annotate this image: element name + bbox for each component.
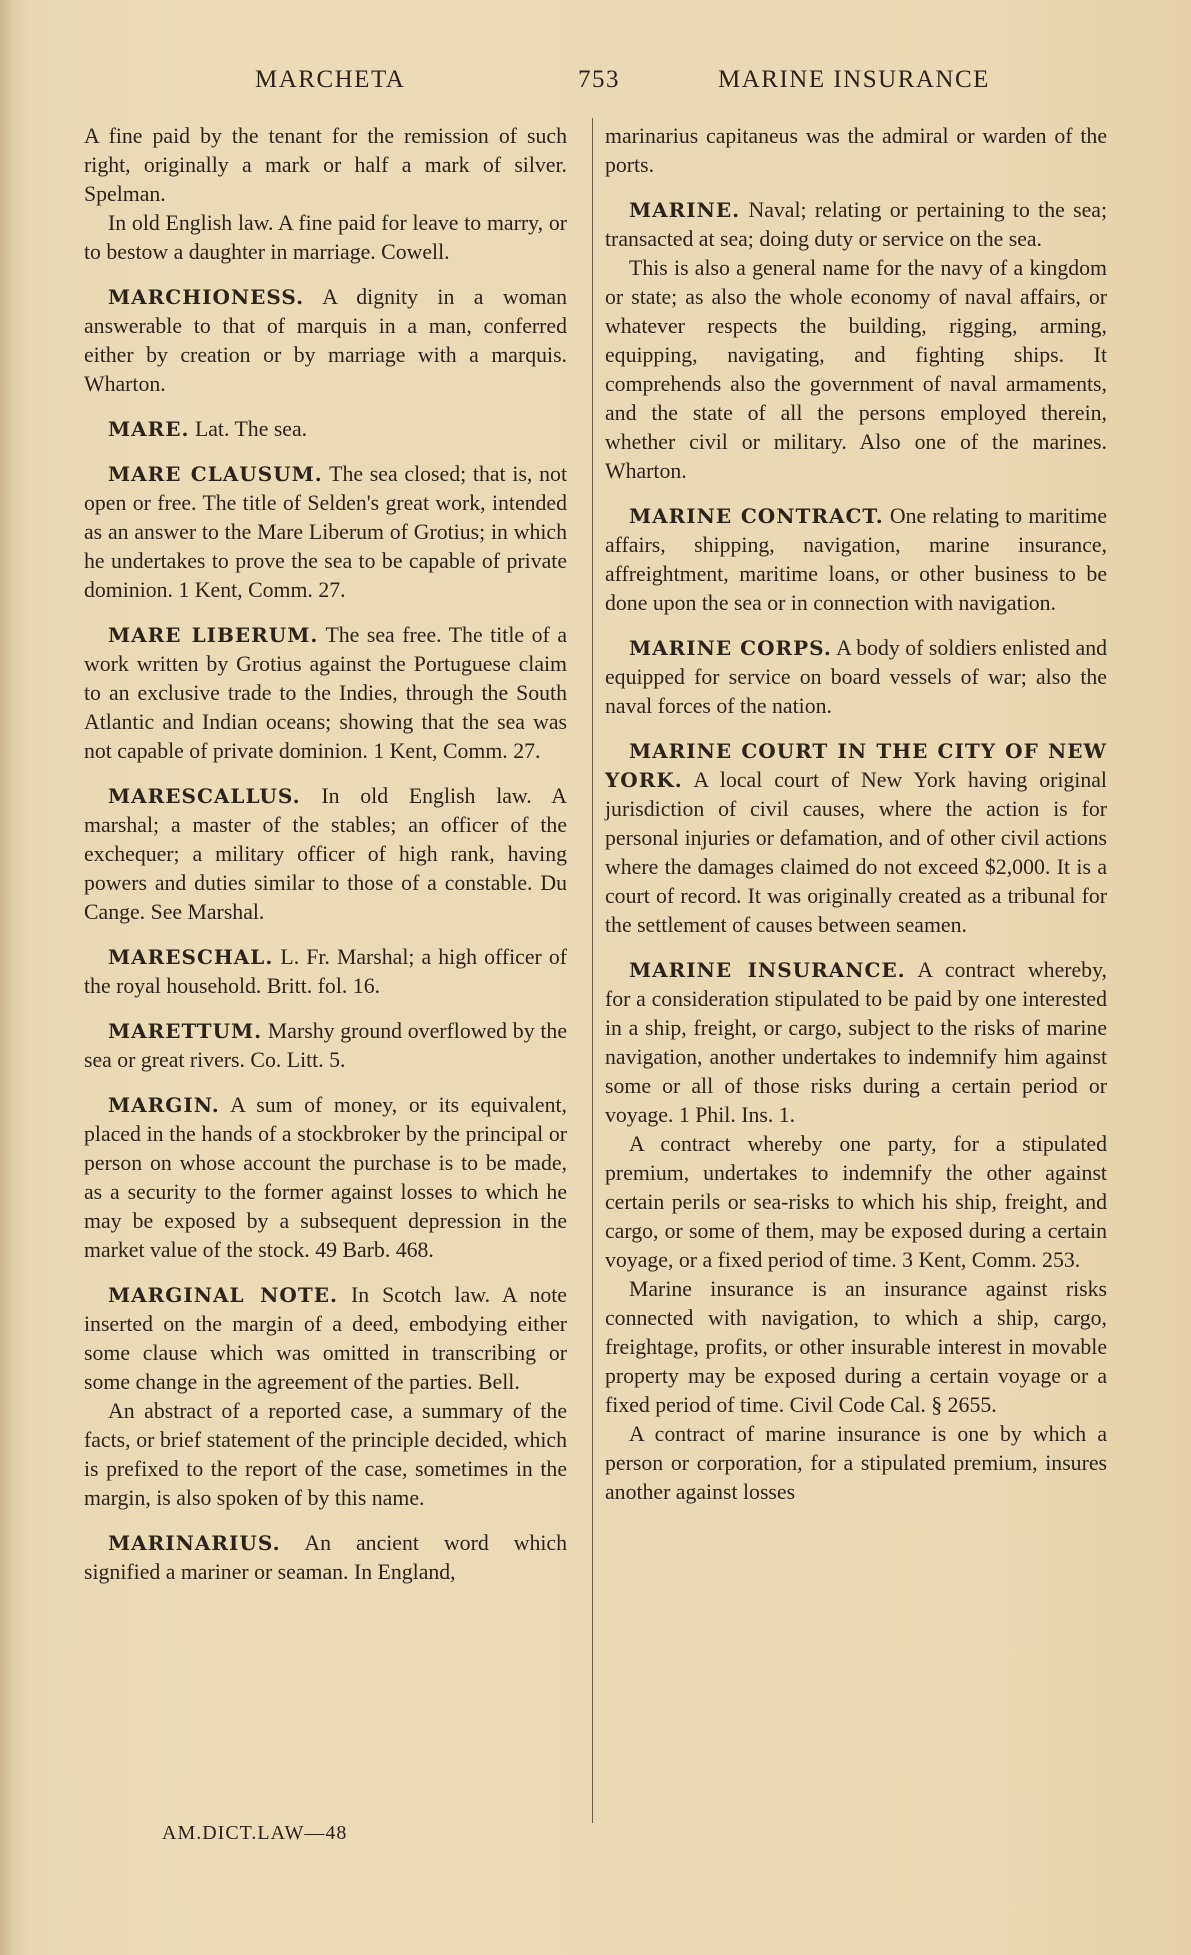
page-edge: [0, 0, 14, 1955]
entry-text: Marine insurance is an insurance against risks connected with navigation, to which a ship, cargo, freightage, profits, or other insurable interest in movable property may be exposed during a certain voyage or a fixed period of time. Civil Code Cal. § 2655.: [605, 1277, 1107, 1417]
entry-headword: MARESCALLUS.: [108, 784, 301, 808]
entry-paragraph: [605, 1275, 1107, 1420]
entry-text: L. Fr. Marshal; a high officer of the royal household. Britt. fol. 16.: [84, 945, 567, 998]
dictionary-entry: [605, 956, 1107, 1507]
entry-text: Lat. The sea.: [194, 417, 308, 441]
entry-headword: MARE CLAUSUM.: [108, 462, 323, 486]
entry-headword: MARGINAL NOTE.: [108, 1283, 338, 1307]
entry-paragraph: [605, 1420, 1107, 1507]
entry-headword: MARINE.: [629, 198, 741, 222]
entry-paragraph: [84, 1529, 567, 1587]
entry-paragraph: [84, 122, 567, 209]
entry-text: The sea free. The title of a work written by Grotius against the Portuguese claim to an exclusive trade to the Indies, through the South Atlantic and Indian oceans; showing that the sea was not capable of private dominion. 1 Kent, Comm. 27.: [84, 623, 567, 763]
dictionary-entry: [605, 122, 1107, 180]
dictionary-entry: [84, 1529, 567, 1587]
entry-paragraph: [605, 956, 1107, 1130]
entry-text: marinarius capitaneus was the admiral or warden of the ports.: [605, 124, 1107, 177]
entry-paragraph: [84, 415, 567, 444]
dictionary-entry: [84, 1017, 567, 1075]
entry-headword: MARINE COURT IN THE CITY OF NEW YORK.: [605, 739, 1107, 792]
entry-paragraph: [84, 460, 567, 605]
header-right-guideword: MARINE INSURANCE: [718, 66, 990, 93]
dictionary-entry: [84, 1281, 567, 1513]
dictionary-entry: [84, 943, 567, 1001]
page-number: 753: [578, 66, 620, 93]
entry-headword: MARINE INSURANCE.: [629, 958, 906, 982]
entry-text: Marshy ground overflowed by the sea or great rivers. Co. Litt. 5.: [84, 1019, 568, 1072]
dictionary-entry: [84, 621, 567, 766]
header-left-guideword: MARCHETA: [255, 66, 406, 93]
entry-headword: MARGIN.: [108, 1093, 220, 1117]
left-column: [84, 122, 567, 1603]
right-column: [605, 122, 1107, 1523]
entry-text: A fine paid by the tenant for the remission of such right, originally a mark or half a mark of silver. Spelman.: [84, 124, 567, 206]
dictionary-entry: [84, 782, 567, 927]
dictionary-entry: [84, 122, 567, 267]
entry-paragraph: [84, 1017, 567, 1075]
column-divider: [592, 118, 593, 1823]
dictionary-entry: [605, 737, 1107, 940]
dictionary-entry: [605, 196, 1107, 486]
entry-paragraph: [84, 621, 567, 766]
entry-paragraph: [84, 209, 567, 267]
entry-text: One relating to maritime affairs, shipping, navigation, marine insurance, affreightment, maritime loans, or other business to be done upon the sea or in connection with navigation.: [605, 504, 1108, 615]
entry-text: The sea closed; that is, not open or free. The title of Selden's great work, intended as an answer to the Mare Liberum of Grotius; in which he undertakes to prove the sea to be capable of private dominion. 1 Kent, Comm. 27.: [84, 462, 568, 602]
dictionary-entry: [605, 634, 1107, 721]
entry-paragraph: [605, 502, 1107, 618]
entry-headword: MARINARIUS.: [108, 1531, 281, 1555]
entry-text: This is also a general name for the navy of a kingdom or state; as also the whole economy of naval affairs, or whatever respects the building, rigging, arming, equipping, navigating, and fighting ships. It comprehends also the government of naval armaments, and the state of all the persons employed therein, whether civil or military. Also one of the marines. Wharton.: [605, 256, 1107, 483]
entry-text: A body of soldiers enlisted and equipped for service on board vessels of war; also the naval forces of the nation.: [605, 636, 1107, 718]
entry-headword: MARINE CORPS.: [629, 636, 832, 660]
entry-paragraph: [84, 1397, 567, 1513]
entry-text: A contract of marine insurance is one by which a person or corporation, for a stipulated premium, insures another against losses: [605, 1422, 1107, 1504]
entry-headword: MARETTUM.: [108, 1019, 263, 1043]
entry-text: Naval; relating or pertaining to the sea; transacted at sea; doing duty or service on the sea.: [605, 198, 1108, 251]
dictionary-entry: [84, 283, 567, 399]
entry-paragraph: [84, 782, 567, 927]
entry-text: A local court of New York having original jurisdiction of civil causes, where the action is for personal injuries or defamation, and of other civil actions where the damages claimed do not exceed $2,000. It is a court of record. It was originally created as a tribunal for the settlement of causes between seamen.: [605, 768, 1107, 937]
entry-paragraph: [605, 122, 1107, 180]
entry-headword: MARE LIBERUM.: [108, 623, 319, 647]
dictionary-entry: [84, 415, 567, 444]
dictionary-entry: [84, 1091, 567, 1265]
entry-headword: MARINE CONTRACT.: [629, 504, 884, 528]
entry-text: A contract whereby one party, for a stipulated premium, undertakes to indemnify the other against certain perils or sea-risks to which his ship, freight, and cargo, or some of them, may be exposed during a certain voyage, or a fixed period of time. 3 Kent, Comm. 253.: [605, 1132, 1107, 1272]
dictionary-entry: [605, 502, 1107, 618]
entry-headword: MARE.: [108, 417, 190, 441]
signature-mark: AM.DICT.LAW—48: [162, 1822, 348, 1844]
entry-text: In old English law. A marshal; a master of the stables; an officer of the exchequer; a military officer of high rank, having powers and duties similar to those of a constable. Du Cange. See Marshal.: [84, 784, 567, 924]
entry-text: An abstract of a reported case, a summary of the facts, or brief statement of the principle decided, which is prefixed to the report of the case, sometimes in the margin, is also spoken of by this name.: [84, 1399, 567, 1510]
running-header: [100, 66, 1100, 100]
entry-text: An ancient word which signified a mariner or seaman. In England,: [84, 1531, 568, 1584]
entry-paragraph: [605, 254, 1107, 486]
entry-paragraph: [84, 943, 567, 1001]
entry-paragraph: [84, 283, 567, 399]
entry-headword: MARCHIONESS.: [108, 285, 305, 309]
entry-paragraph: [605, 634, 1107, 721]
entry-text: A dignity in a woman answerable to that of marquis in a man, conferred either by creation or by marriage with a marquis. Wharton.: [84, 285, 567, 396]
dictionary-entry: [84, 460, 567, 605]
entry-text: A sum of money, or its equivalent, placed in the hands of a stockbroker by the principal or person on whose account the purchase is to be made, as a security to the former against losses to which he may be exposed by a subsequent depression in the market value of the stock. 49 Barb. 468.: [84, 1093, 567, 1262]
entry-paragraph: [605, 737, 1107, 940]
entry-text: In old English law. A fine paid for leave to marry, or to bestow a daughter in marriage. Cowell.: [84, 211, 567, 264]
entry-paragraph: [84, 1281, 567, 1397]
entry-text: In Scotch law. A note inserted on the margin of a deed, embodying either some clause which was omitted in transcribing or some change in the agreement of the parties. Bell.: [84, 1283, 567, 1394]
entry-paragraph: [605, 196, 1107, 254]
entry-headword: MARESCHAL.: [108, 945, 274, 969]
entry-text: A contract whereby, for a consideration stipulated to be paid by one interested in a ship, freight, or cargo, subject to the risks of marine navigation, another undertakes to indemnify him against some or all of those risks during a certain period or voyage. 1 Phil. Ins. 1.: [605, 958, 1108, 1127]
entry-paragraph: [84, 1091, 567, 1265]
entry-paragraph: [605, 1130, 1107, 1275]
